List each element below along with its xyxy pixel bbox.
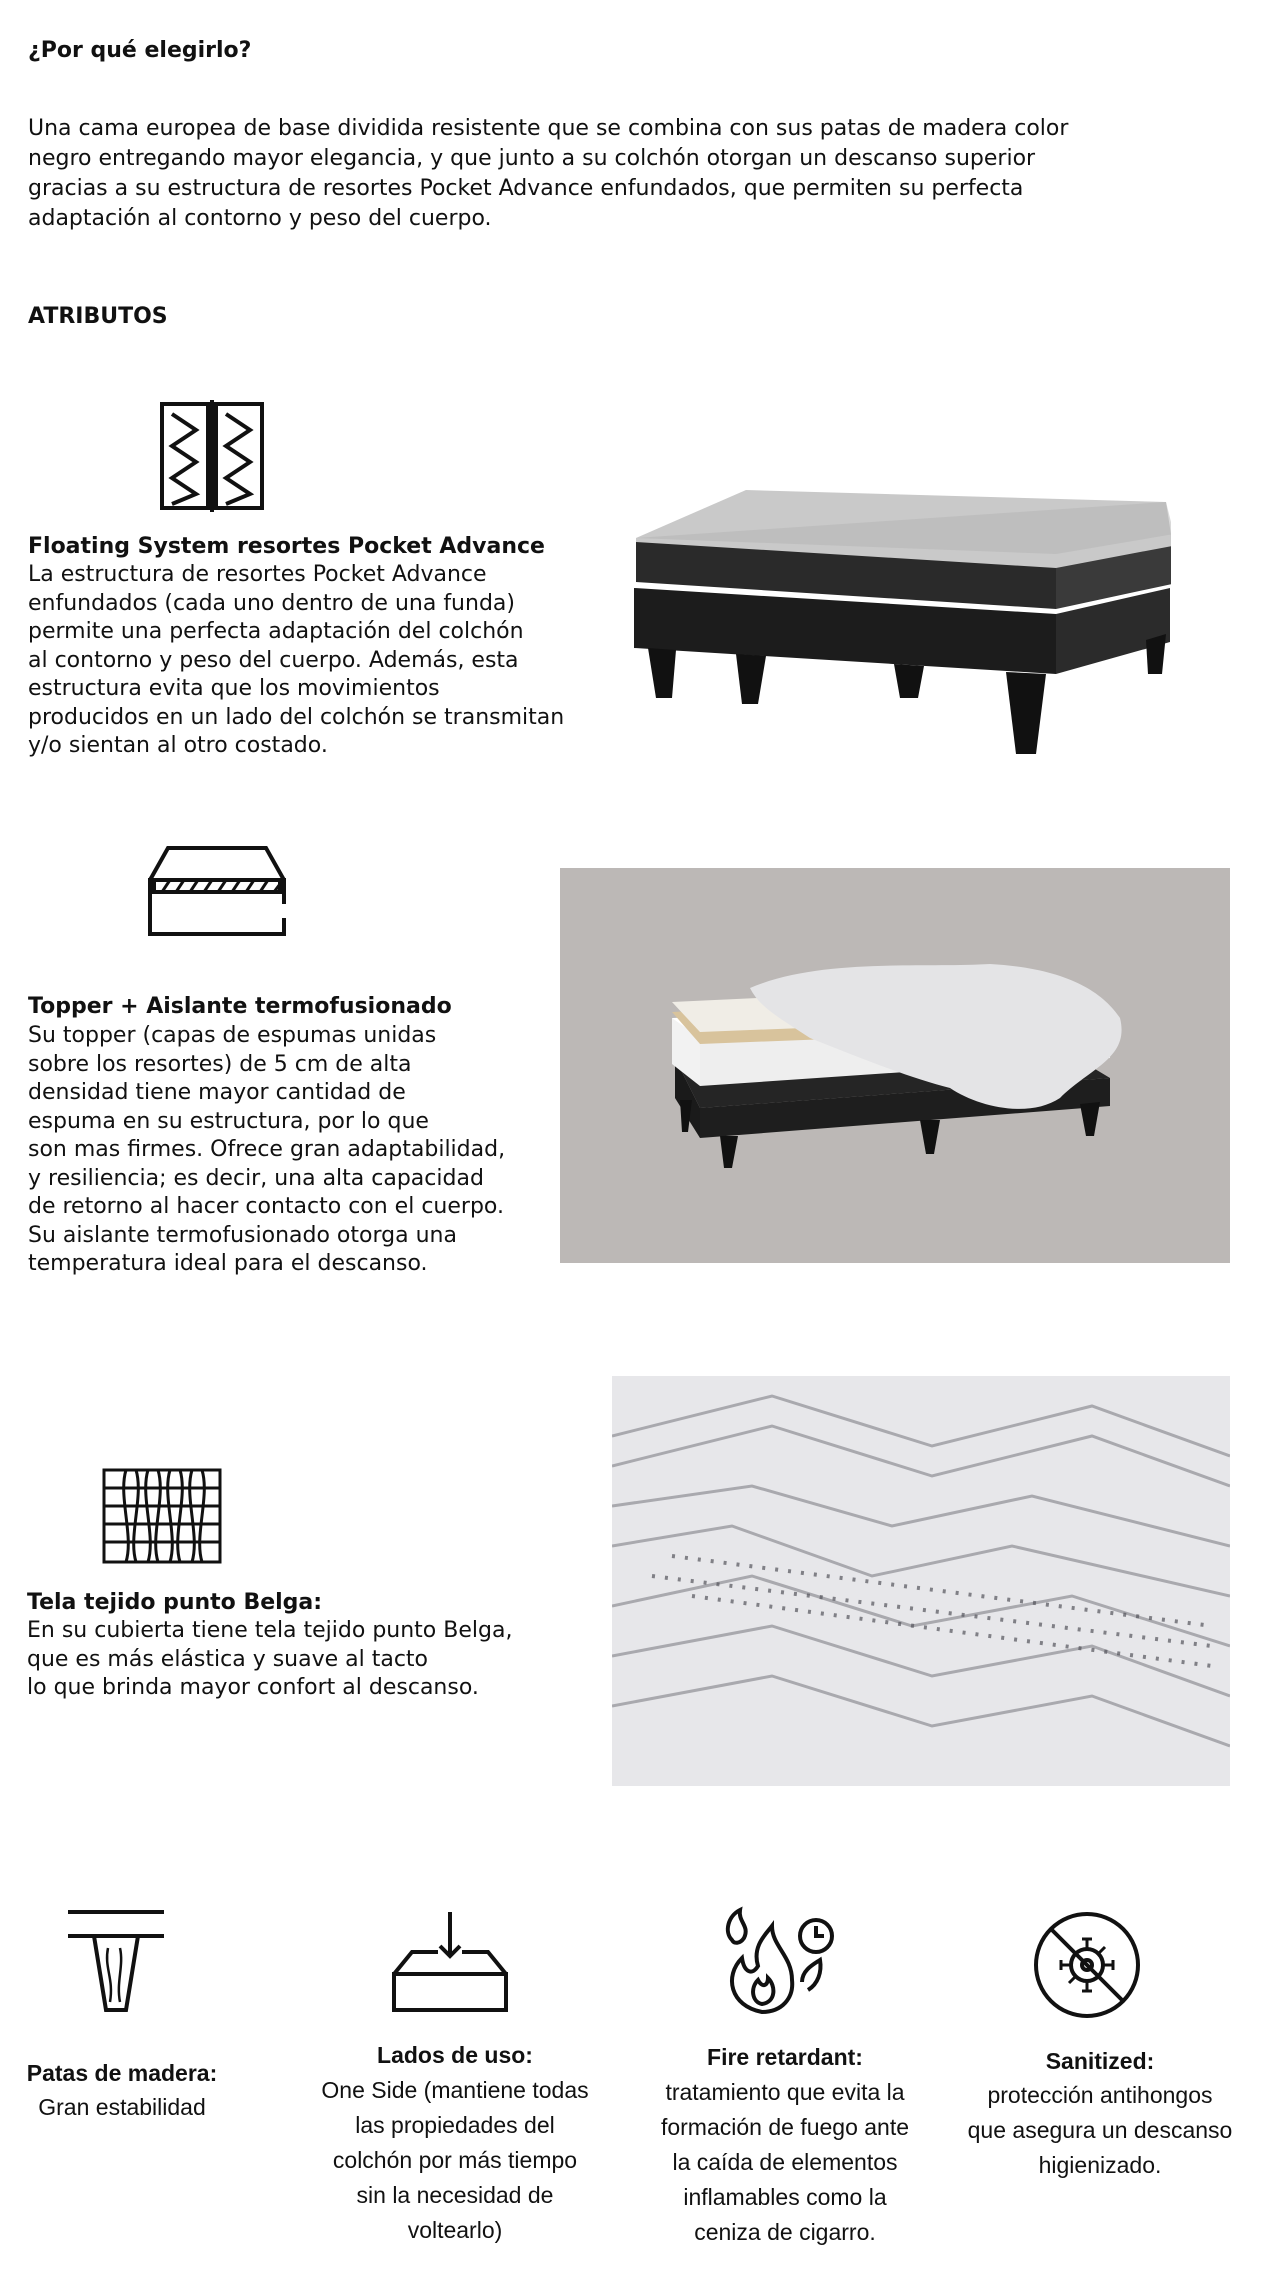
one-side-mattress-icon xyxy=(390,1910,510,2014)
topper-bed-image xyxy=(560,868,1230,1263)
fabric-image xyxy=(612,1376,1230,1786)
feature-text: One Side (mantiene todas las propiedades del colchón por más tiempo sin la necesidad de voltearlo) xyxy=(321,2077,589,2243)
springs-icon xyxy=(158,400,266,512)
feature-text: Gran estabilidad xyxy=(38,2094,206,2120)
no-virus-icon xyxy=(1032,1910,1142,2020)
feature-title: Floating System resortes Pocket Advance xyxy=(28,534,545,559)
wooden-leg-icon xyxy=(66,1908,166,2014)
topper-layer-icon xyxy=(144,844,290,938)
feature-title: Lados de uso: xyxy=(377,2042,533,2068)
why-heading: ¿Por qué elegirlo? xyxy=(28,38,252,63)
why-text: Una cama europea de base dividida resistente que se combina con sus patas de madera color negro entregando mayor elegancia, y que junto a su colchón otorgan un descanso superior gracias a su estructura de resortes Pocket Advance enfundados, que permiten su perfecta adaptación al contorno y peso del cuerpo. xyxy=(28,116,1069,231)
feature-title: Fire retardant: xyxy=(707,2044,863,2070)
fire-icon xyxy=(722,1906,838,2016)
feature-title: Topper + Aislante termofusionado xyxy=(28,994,452,1019)
attributes-heading: ATRIBUTOS xyxy=(28,304,168,329)
feature-text: tratamiento que evita la formación de fuego ante la caída de elementos inflamables como la ceniza de cigarro. xyxy=(660,2079,910,2245)
feature-text: La estructura de resortes Pocket Advance enfundados (cada uno dentro de una funda) permite una perfecta adaptación del colchón al contorno y peso del cuerpo. Además, esta estructura evita que los movimientos producidos en un lado del colchón se transmitan y/o sientan al otro costado. xyxy=(28,562,565,758)
feature-text: En su cubierta tiene tela tejido punto Belga, que es más elástica y suave al tacto lo que brinda mayor confort al descanso. xyxy=(27,1618,513,1700)
feature-title: Tela tejido punto Belga: xyxy=(27,1590,323,1615)
knit-fabric-icon xyxy=(100,1466,224,1566)
feature-text: protección antihongos que asegura un descanso higienizado. xyxy=(967,2082,1233,2178)
bed-image xyxy=(626,484,1171,756)
feature-text: Su topper (capas de espumas unidas sobre los resortes) de 5 cm de alta densidad tiene mayor cantidad de espuma en su estructura, por lo que son mas firmes. Ofrece gran adaptabilidad, y resiliencia; es decir, una alta capacidad de retorno al hacer contacto con el cuerpo. Su aislante termofusionado otorga una temperatura ideal para el descanso. xyxy=(28,1023,506,1276)
feature-title: Patas de madera: xyxy=(26,2060,218,2086)
feature-title: Sanitized: xyxy=(1045,2048,1155,2074)
